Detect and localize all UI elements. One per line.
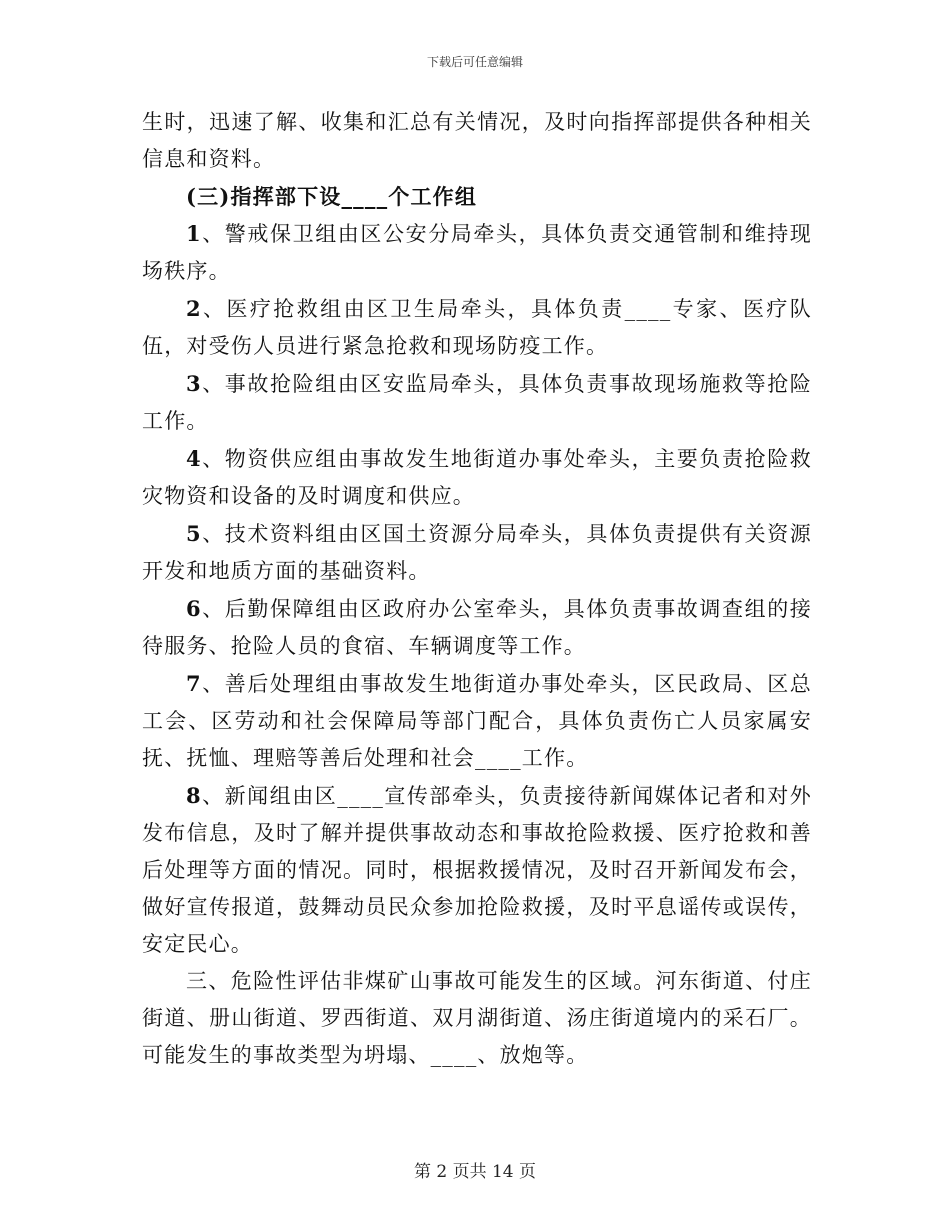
item-text: 、善后处理组由事故发生地街道办事处牵头，区民政局、区总工会、区劳动和社会保障局等部门配合，具体负责伤亡人员家属安抚、抚恤、理赔等善后处理和社会____工作。 xyxy=(142,672,812,770)
list-item xyxy=(142,365,812,440)
item-text: 、警戒保卫组由区公安分局牵头，具体负责交通管制和维持现场秩序。 xyxy=(142,222,812,283)
paragraph-continuation: 生时，迅速了解、收集和汇总有关情况，及时向指挥部提供各种相关信息和资料。 xyxy=(142,110,812,171)
item-number: 2 xyxy=(186,296,202,321)
list-item xyxy=(142,590,812,665)
document-body xyxy=(142,104,812,1074)
item-number: 4 xyxy=(186,446,202,471)
section-paragraph: 三、危险性评估非煤矿山事故可能发生的区域。河东街道、付庄街道、册山街道、罗西街道、双月湖街道、汤庄街道境内的采石厂。可能发生的事故类型为坍塌、____、放炮等。 xyxy=(142,969,812,1067)
page-footer: 第 2 页共 14 页 xyxy=(413,1162,537,1182)
list-item xyxy=(142,515,812,590)
item-number: 8 xyxy=(186,783,202,808)
item-number: 6 xyxy=(186,596,202,621)
item-text: 、新闻组由区____宣传部牵头，负责接待新闻媒体记者和对外发布信息，及时了解并提供事故动态和事故抢险救援、医疗抢救和善后处理等方面的情况。同时，根据救援情况，及时召开新闻发布会，做好宣传报道，鼓舞动员民众参加抢险救援，及时平息谣传或误传，安定民心。 xyxy=(142,784,812,956)
item-number: 1 xyxy=(186,221,202,246)
item-number: 5 xyxy=(186,521,202,546)
list-item xyxy=(142,215,812,290)
section-heading: (三)指挥部下设____个工作组 xyxy=(186,184,478,209)
list-item xyxy=(142,777,812,963)
list-item xyxy=(142,665,812,777)
item-number: 7 xyxy=(186,671,202,696)
item-text: 、物资供应组由事故发生地街道办事处牵头，主要负责抢险救灾物资和设备的及时调度和供应。 xyxy=(142,447,812,508)
item-text: 、后勤保障组由区政府办公室牵头，具体负责事故调查组的接待服务、抢险人员的食宿、车辆调度等工作。 xyxy=(142,597,812,658)
item-text: 、医疗抢救组由区卫生局牵头，具体负责____专家、医疗队伍，对受伤人员进行紧急抢救和现场防疫工作。 xyxy=(142,297,812,358)
list-item xyxy=(142,290,812,365)
page-header: 下载后可任意编辑 xyxy=(426,55,523,69)
item-text: 、事故抢险组由区安监局牵头，具体负责事故现场施救等抢险工作。 xyxy=(142,372,812,433)
item-text: 、技术资料组由区国土资源分局牵头，具体负责提供有关资源开发和地质方面的基础资料。 xyxy=(142,522,812,583)
list-item xyxy=(142,440,812,515)
item-number: 3 xyxy=(186,371,202,396)
